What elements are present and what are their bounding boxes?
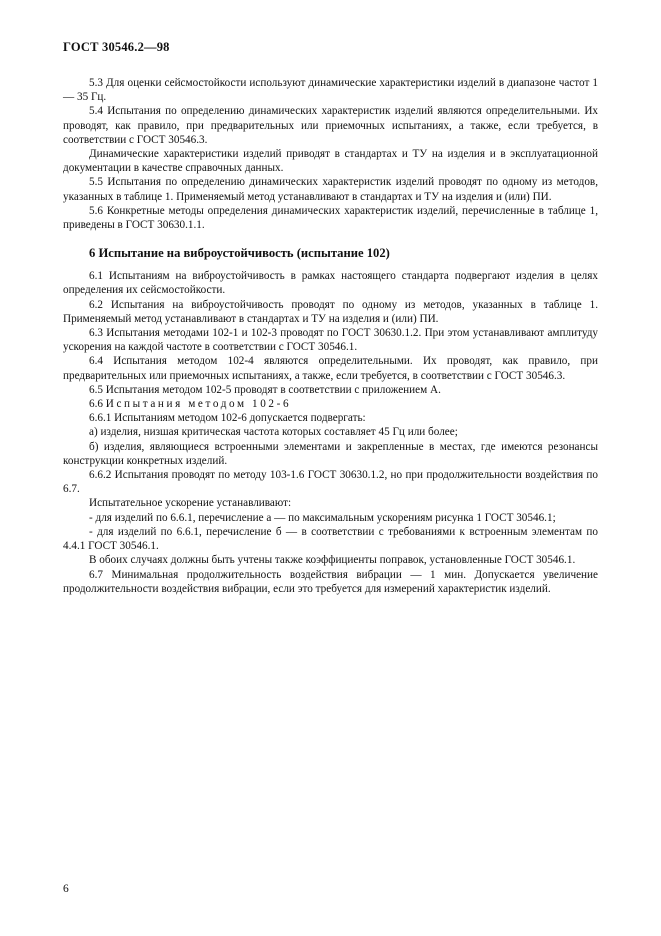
paragraph-6-1: 6.1 Испытаниям на виброустойчивость в рамках настоящего стандарта подвергают изделия в целях определения их сейсмостойкости. [63,270,598,297]
paragraph-6-6 [63,397,598,411]
section-6-title: 6 Испытание на виброустойчивость (испытание 102) [89,246,390,261]
paragraph-6-6-title: Испытания методом 102-6 [105,398,292,411]
paragraph-6-2: 6.2 Испытания на виброустойчивость проводят по одному из методов, указанных в таблице 1. Применяемый метод устанавливают в стандартах и ТУ на изделия и (или) ПИ. [63,298,598,325]
paragraph-6-7: 6.7 Минимальная продолжительность воздействия вибрации — 1 мин. Допускается увеличение продолжительности воздействия вибрации, если это требуется для измерений характеристик изделий. [63,568,598,595]
paragraph-6-6-number: 6.6 [89,398,103,411]
paragraph-6-5: 6.5 Испытания методом 102-5 проводят в соответствии с приложением А. [89,383,441,396]
list-item-b: б) изделия, являющиеся встроенными элементами и закрепленные в местах, где имеются резонансы конструкции конкретных изделий. [63,440,598,467]
list-item-dash-a: - для изделий по 6.6.1, перечисление а — по максимальным ускорениям рисунка 1 ГОСТ 30546.1; [89,511,556,524]
paragraph-acceleration: Испытательное ускорение устанавливают: [89,497,292,510]
paragraph-both-cases: В обоих случаях должны быть учтены также коэффициенты поправок, установленные ГОСТ 30546.1. [89,554,576,567]
paragraph-6-4: 6.4 Испытания методом 102-4 являются определительными. Их проводят, как правило, при предварительных или приемочных испытаниях, а также, если требуется, в соответствии с ГОСТ 30546.3. [63,355,598,382]
paragraph-6-6-1: 6.6.1 Испытаниям методом 102-6 допускается подвергать: [89,412,366,425]
paragraph-5-4: 5.4 Испытания по определению динамических характеристик изделий являются определительными. Их проводят, как правило, при предварительных или приемочных испытаниях, а также, если требуется, в соответствии с ГОСТ 30546.3. [63,105,598,146]
page-number: 6 [63,883,69,895]
paragraph-5-4-note: Динамические характеристики изделий приводят в стандартах и ТУ на изделия и в эксплуатационной документации в качестве справочных данных. [63,148,598,175]
list-item-a: а) изделия, низшая критическая частота которых составляет 45 Гц или более; [89,426,458,439]
document-body [63,76,598,596]
list-item-dash-b: - для изделий по 6.6.1, перечисление б — в соответствии с требованиями к встроенным элементам по 4.4.1 ГОСТ 30546.1. [63,525,598,553]
paragraph-5-5: 5.5 Испытания по определению динамических характеристик изделий проводят по одному из методов, указанных в таблице 1. Применяемый метод устанавливают в стандартах и ТУ на изделия и (или) ПИ. [63,176,598,203]
paragraph-6-3: 6.3 Испытания методами 102-1 и 102-3 проводят по ГОСТ 30630.1.2. При этом устанавливают амплитуду ускорения на каждой частоте в соответствии с ГОСТ 30546.1. [63,327,598,354]
paragraph-6-6-2: 6.6.2 Испытания проводят по методу 103-1.6 ГОСТ 30630.1.2, но при продолжительности воздействия по 6.7. [63,469,598,496]
paragraph-5-6: 5.6 Конкретные методы определения динамических характеристик изделий, перечисленные в таблице 1, приведены в ГОСТ 30630.1.1. [63,204,598,232]
paragraph-5-3: 5.3 Для оценки сейсмостойкости используют динамические характеристики изделий в диапазоне частот 1 — 35 Гц. [63,77,598,104]
document-header: ГОСТ 30546.2—98 [63,40,170,54]
